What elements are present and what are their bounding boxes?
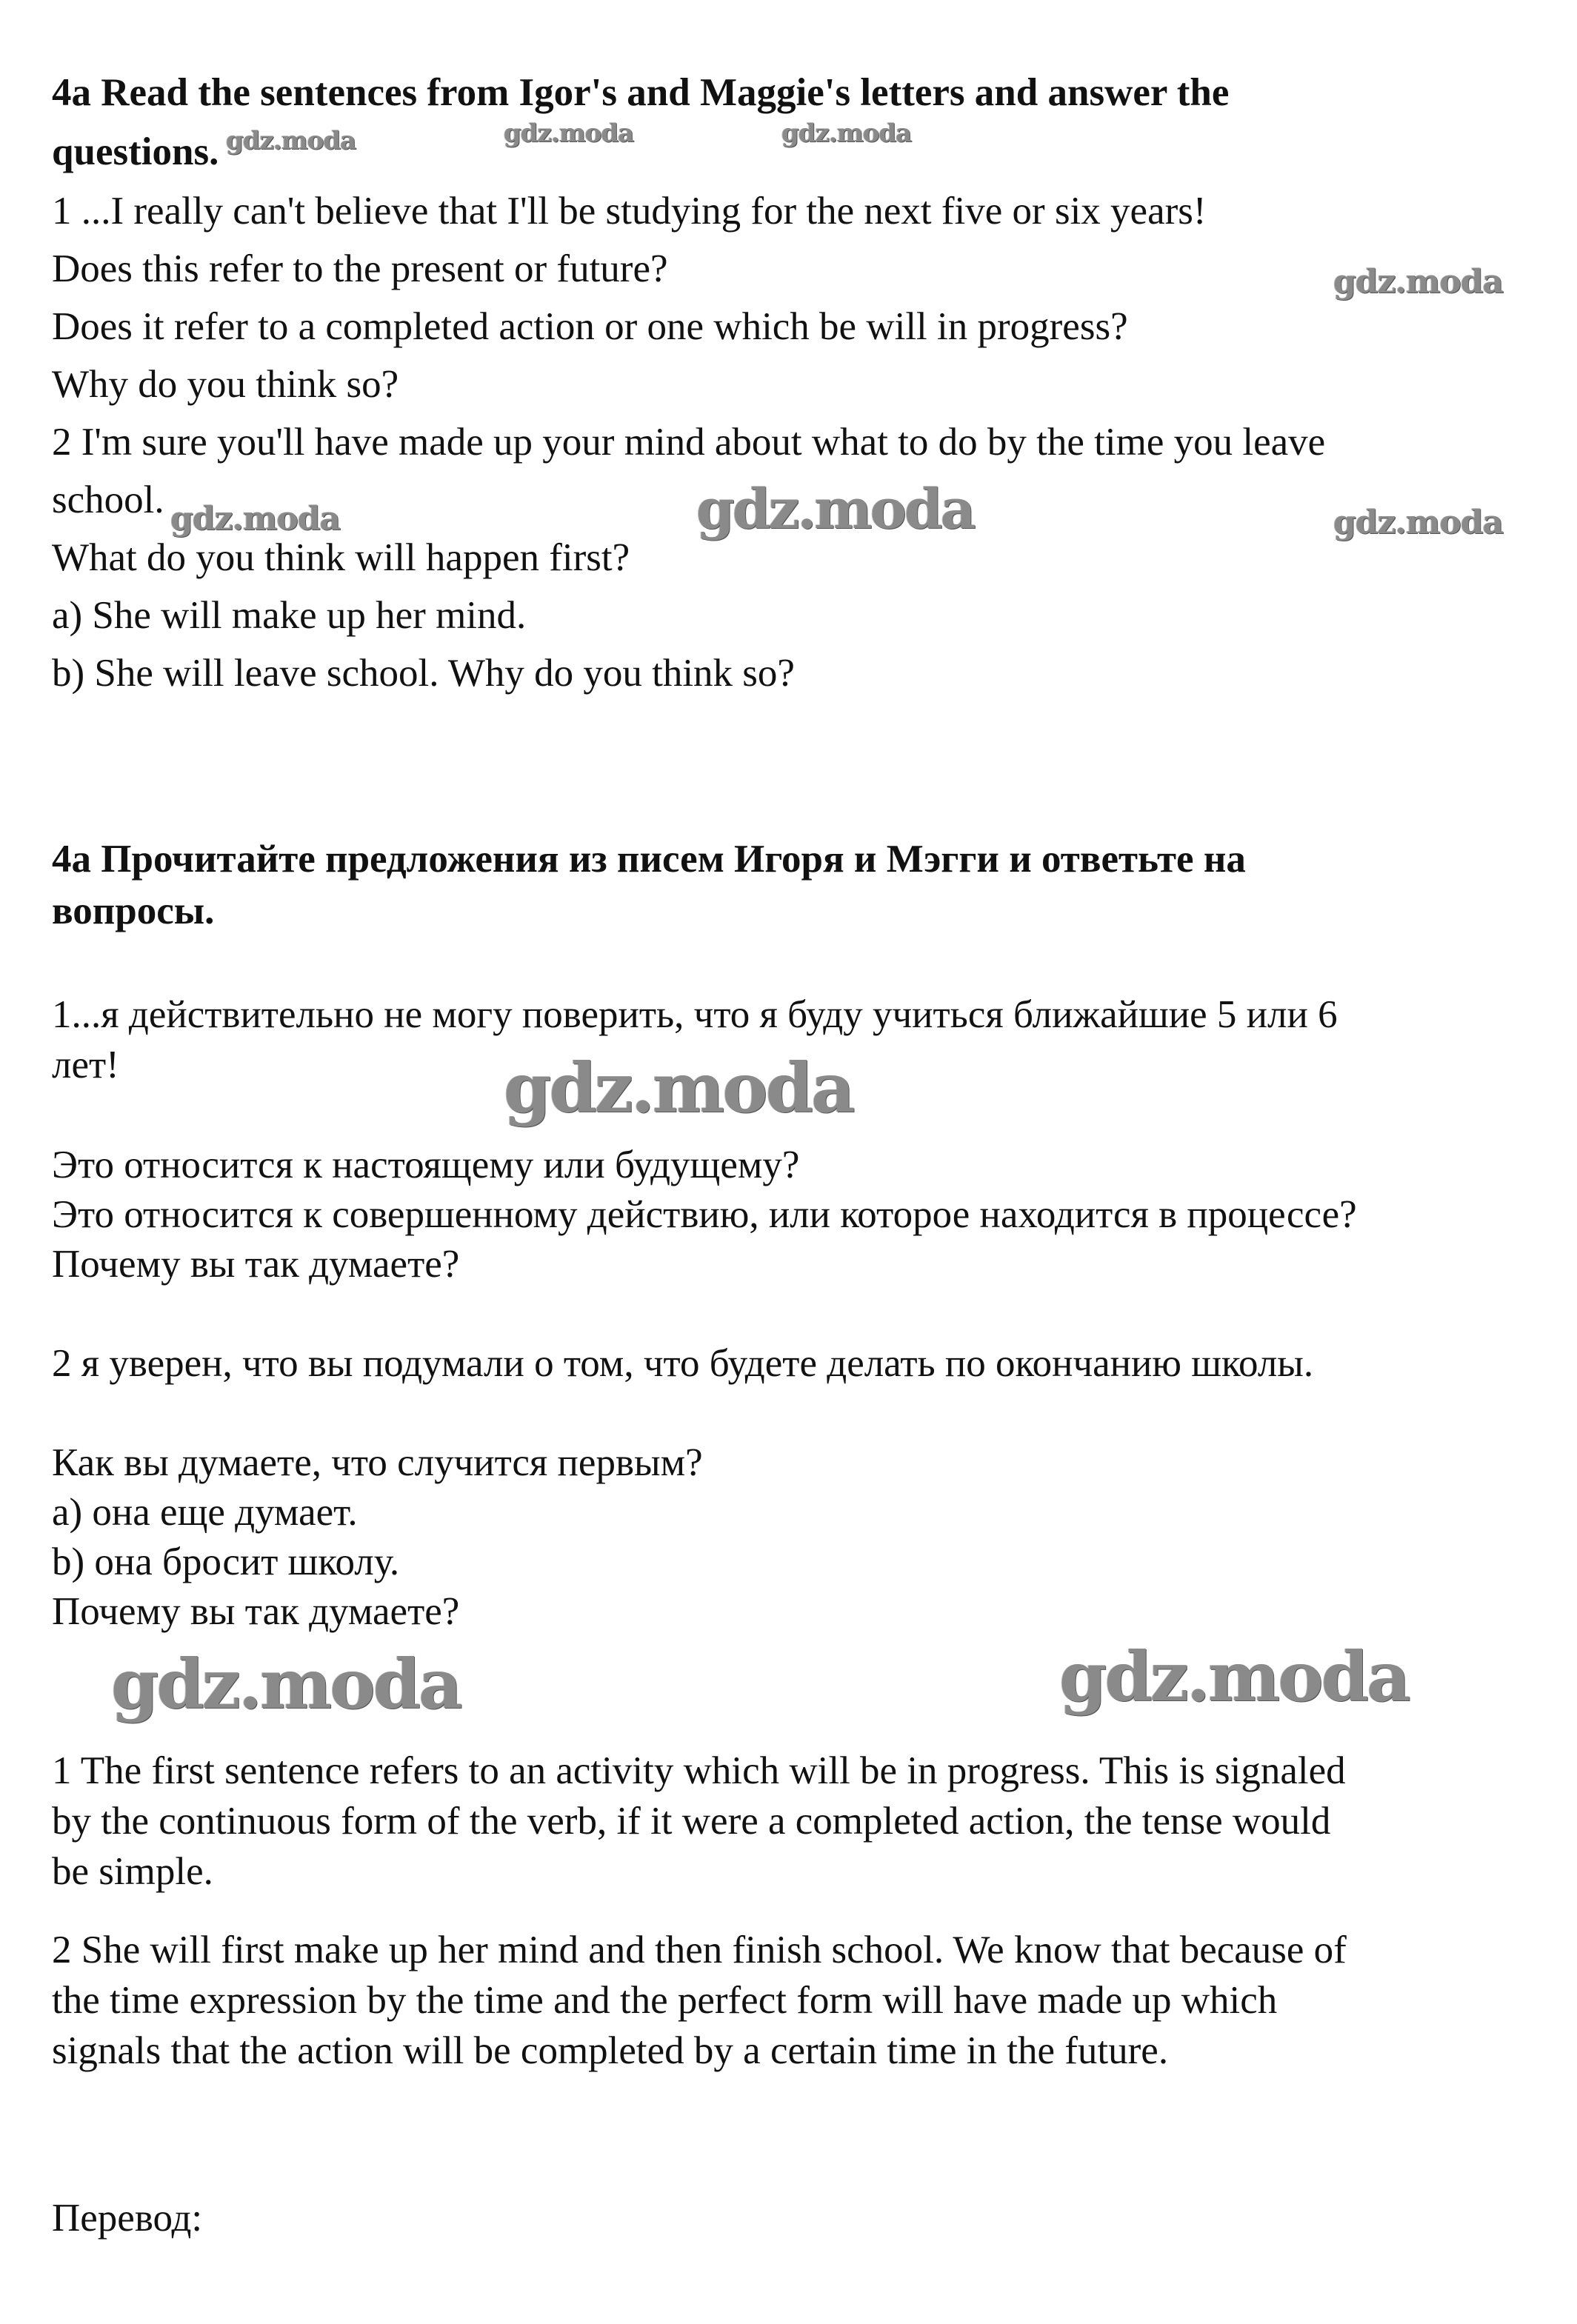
- task-q2-option-a: a) She will make up her mind.: [52, 594, 527, 637]
- translation-q1-question-b: Это относится к совершенному действию, или которое находится в процессе?: [52, 1193, 1357, 1236]
- task-q1-question-b: Does it refer to a completed action or one which be will in progress?: [52, 305, 1128, 348]
- translation-q1-question-a: Это относится к настоящему или будущему?: [52, 1143, 800, 1186]
- translation-q1-line2: лет!: [52, 1044, 119, 1086]
- watermark: gdz.moda: [1059, 1637, 1409, 1717]
- translation-q2-why: Почему вы так думаете?: [52, 1590, 460, 1633]
- answer1-line3: be simple.: [52, 1850, 213, 1893]
- task-title-line1: 4a Read the sentences from Igor's and Maggie's letters and answer the: [52, 71, 1230, 114]
- translation-q2-option-b: b) она бросит школу.: [52, 1540, 400, 1583]
- watermark: gdz.moda: [111, 1644, 461, 1724]
- watermark: gdz.moda: [1333, 263, 1504, 301]
- watermark: gdz.moda: [504, 1048, 853, 1128]
- translation-q1-line1: 1...я действительно не могу поверить, что я буду учиться ближайшие 5 или 6: [52, 993, 1338, 1036]
- watermark: gdz.moda: [781, 118, 912, 148]
- task-q1-question-a: Does this refer to the present or future?: [52, 247, 668, 290]
- answer1-line2: by the continuous form of the verb, if it were a completed action, the tense would: [52, 1800, 1331, 1843]
- task-q2-line1: 2 I'm sure you'll have made up your mind about what to do by the time you leave: [52, 421, 1326, 464]
- task-q2-option-b: b) She will leave school. Why do you think so?: [52, 652, 795, 695]
- task-q2-line2: school.: [52, 478, 164, 521]
- translation-label: Перевод:: [52, 2197, 203, 2240]
- watermark: gdz.moda: [696, 478, 974, 541]
- translation-q2-question: Как вы думаете, что случится первым?: [52, 1441, 703, 1484]
- translation-title-line2: вопросы.: [52, 889, 215, 932]
- answer1-line1: 1 The first sentence refers to an activity which will be in progress. This is signaled: [52, 1749, 1346, 1792]
- answer2-line2: the time expression by the time and the perfect form will have made up which: [52, 1979, 1278, 2022]
- answer2-line3: signals that the action will be completed by a certain time in the future.: [52, 2029, 1169, 2072]
- translation-title-line1: 4a Прочитайте предложения из писем Игоря и Мэгги и ответьте на: [52, 838, 1246, 881]
- task-title-line2: questions.: [52, 130, 219, 173]
- watermark: gdz.moda: [504, 118, 634, 148]
- translation-q1-question-c: Почему вы так думаете?: [52, 1243, 460, 1286]
- translation-q2-sentence: 2 я уверен, что вы подумали о том, что будете делать по окончанию школы.: [52, 1342, 1314, 1385]
- task-q1-sentence: 1 ...I really can't believe that I'll be studying for the next five or six years!: [52, 190, 1207, 233]
- watermark: gdz.moda: [170, 500, 341, 538]
- task-q2-question: What do you think will happen first?: [52, 536, 630, 579]
- watermark: gdz.moda: [1333, 504, 1504, 541]
- task-q1-question-c: Why do you think so?: [52, 363, 399, 406]
- watermark: gdz.moda: [226, 126, 356, 156]
- answer2-line1: 2 She will first make up her mind and then finish school. We know that because of: [52, 1929, 1347, 1971]
- translation-q2-option-a: a) она еще думает.: [52, 1491, 358, 1534]
